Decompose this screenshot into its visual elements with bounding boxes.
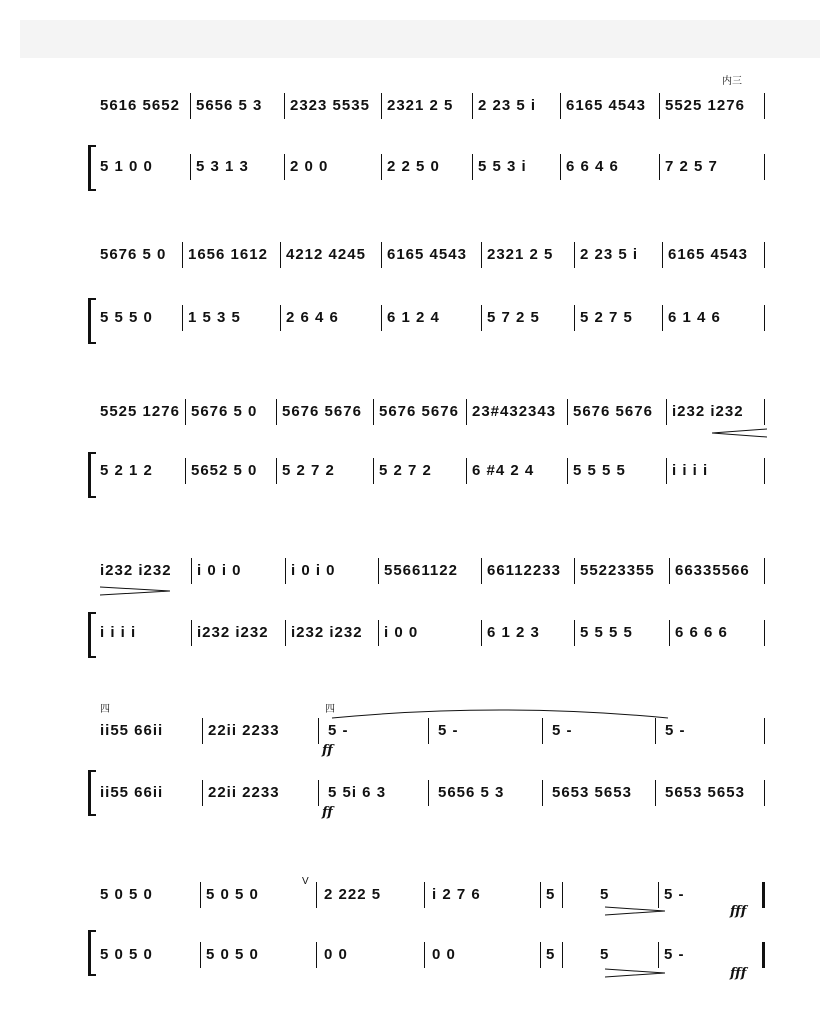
barline — [764, 399, 765, 425]
measure: 22ii 2233 — [208, 784, 280, 801]
measure: 5676 5676 — [573, 403, 653, 420]
barline — [202, 718, 203, 744]
measure: 5 - — [664, 946, 685, 963]
lower-staff — [100, 456, 770, 486]
measure: 5 0 5 0 — [206, 946, 259, 963]
measure: 5 — [546, 946, 556, 963]
measure: 55661122 — [384, 562, 458, 579]
barline — [658, 942, 659, 968]
barline — [560, 154, 561, 180]
decrescendo-hairpin — [605, 968, 665, 978]
measure: 0 0 — [432, 946, 456, 963]
barline — [190, 154, 191, 180]
barline — [318, 780, 319, 806]
measure: i232 i232 — [197, 624, 269, 641]
measure: 5 5 3 i — [478, 158, 527, 175]
barline — [185, 399, 186, 425]
barline — [655, 718, 656, 744]
barline — [666, 458, 667, 484]
measure: 7 2 5 7 — [665, 158, 718, 175]
measure: 2323 5535 — [290, 97, 370, 114]
measure: i 0 i 0 — [291, 562, 336, 579]
barline — [666, 399, 667, 425]
measure: i i i i — [100, 624, 137, 641]
barline — [655, 780, 656, 806]
measure: 2 23 5 i — [580, 246, 639, 263]
barline — [567, 458, 568, 484]
measure: 6 1 2 4 — [387, 309, 440, 326]
measure: 5 - — [438, 722, 459, 739]
barline — [381, 93, 382, 119]
measure: 1656 1612 — [188, 246, 268, 263]
barline — [481, 620, 482, 646]
section-mark: 四 — [325, 704, 335, 715]
measure: 2321 2 5 — [387, 97, 454, 114]
barline — [574, 620, 575, 646]
section-mark: 四 — [100, 704, 110, 715]
measure: 5525 1276 — [665, 97, 745, 114]
upper-staff — [100, 716, 770, 746]
barline — [567, 399, 568, 425]
barline — [428, 780, 429, 806]
measure: 2 2 5 0 — [387, 158, 440, 175]
measure: 5 5i 6 3 — [328, 784, 387, 801]
system-brace — [88, 452, 96, 498]
barline — [659, 93, 660, 119]
barline — [764, 242, 765, 268]
barline — [428, 718, 429, 744]
barline — [764, 93, 765, 119]
measure: 66112233 — [487, 562, 561, 579]
barline — [560, 93, 561, 119]
barline — [562, 882, 563, 908]
lower-staff — [100, 778, 770, 808]
measure: 5656 5 3 — [438, 784, 505, 801]
decrescendo-hairpin — [100, 586, 170, 596]
breath-mark: V — [302, 876, 309, 887]
measure: 5 - — [328, 722, 349, 739]
barline — [472, 154, 473, 180]
barline — [185, 458, 186, 484]
barline — [764, 154, 765, 180]
barline — [285, 558, 286, 584]
measure: 6 1 4 6 — [668, 309, 721, 326]
measure: 5 0 5 0 — [100, 886, 153, 903]
measure: 5656 5 3 — [196, 97, 263, 114]
barline — [481, 558, 482, 584]
measure: 6 6 4 6 — [566, 158, 619, 175]
barline — [284, 93, 285, 119]
barline — [562, 942, 563, 968]
barline — [285, 620, 286, 646]
barline — [662, 305, 663, 331]
measure: 6165 4543 — [387, 246, 467, 263]
barline — [472, 93, 473, 119]
measure: 5 — [600, 886, 610, 903]
measure: 5 5 5 0 — [100, 309, 153, 326]
barline — [316, 882, 317, 908]
barline — [373, 458, 374, 484]
barline — [481, 242, 482, 268]
measure: 5 7 2 5 — [487, 309, 540, 326]
barline — [764, 458, 765, 484]
measure: i i i i — [672, 462, 709, 479]
dynamic-marking: ff — [322, 805, 333, 820]
barline — [764, 305, 765, 331]
crescendo-hairpin — [712, 428, 767, 438]
measure: 5 2 7 5 — [580, 309, 633, 326]
upper-staff — [100, 876, 770, 910]
measure: 4212 4245 — [286, 246, 366, 263]
measure: 5676 5676 — [282, 403, 362, 420]
barline — [182, 305, 183, 331]
barline — [466, 458, 467, 484]
measure: 5 5 5 5 — [580, 624, 633, 641]
dynamic-marking: fff — [730, 966, 747, 981]
measure: 5 - — [665, 722, 686, 739]
measure: 1 5 3 5 — [188, 309, 241, 326]
measure: 5525 1276 — [100, 403, 180, 420]
barline — [191, 558, 192, 584]
barline — [658, 882, 659, 908]
measure: i232 i232 — [291, 624, 363, 641]
barline — [284, 154, 285, 180]
dynamic-marking: ff — [322, 743, 333, 758]
barline — [764, 558, 765, 584]
barline — [574, 558, 575, 584]
measure: 5 5 5 5 — [573, 462, 626, 479]
barline — [381, 154, 382, 180]
barline — [764, 718, 765, 744]
upper-staff — [100, 397, 770, 427]
barline — [481, 305, 482, 331]
barline — [424, 942, 425, 968]
measure: 5 2 7 2 — [379, 462, 432, 479]
upper-staff — [100, 556, 770, 586]
barline — [466, 399, 467, 425]
measure: 5 1 0 0 — [100, 158, 153, 175]
measure: 23#432343 — [472, 403, 557, 420]
barline — [659, 154, 660, 180]
measure: 2 23 5 i — [478, 97, 537, 114]
measure: 5676 5 0 — [191, 403, 258, 420]
measure: 5 0 5 0 — [100, 946, 153, 963]
system-brace — [88, 930, 96, 976]
measure: i232 i232 — [100, 562, 172, 579]
upper-staff — [100, 240, 770, 270]
measure: 5 — [546, 886, 556, 903]
measure: 55223355 — [580, 562, 655, 579]
measure: 6 6 6 6 — [675, 624, 728, 641]
barline — [202, 780, 203, 806]
measure: 6 #4 2 4 — [472, 462, 535, 479]
barline — [373, 399, 374, 425]
lower-staff — [100, 303, 770, 333]
barline — [378, 620, 379, 646]
barline — [182, 242, 183, 268]
measure: 5676 5676 — [379, 403, 459, 420]
measure: 66335566 — [675, 562, 750, 579]
barline — [662, 242, 663, 268]
measure: 6165 4543 — [668, 246, 748, 263]
barline — [542, 718, 543, 744]
decrescendo-hairpin — [605, 906, 665, 916]
measure: 5653 5653 — [552, 784, 632, 801]
dynamic-marking: fff — [730, 904, 747, 919]
barline — [280, 305, 281, 331]
lower-staff — [100, 152, 770, 182]
barline — [424, 882, 425, 908]
barline — [276, 399, 277, 425]
system-brace — [88, 770, 96, 816]
measure: 2 222 5 — [324, 886, 382, 903]
barline — [191, 620, 192, 646]
measure: 2321 2 5 — [487, 246, 554, 263]
barline — [381, 242, 382, 268]
barline — [574, 242, 575, 268]
measure: 5 - — [552, 722, 573, 739]
measure: 6165 4543 — [566, 97, 646, 114]
scan-header-band — [20, 20, 820, 58]
barline — [318, 718, 319, 744]
measure: 5616 5652 — [100, 97, 180, 114]
upper-staff — [100, 91, 770, 121]
barline — [276, 458, 277, 484]
barline — [540, 942, 541, 968]
measure: 5 2 7 2 — [282, 462, 335, 479]
measure: 5 - — [664, 886, 685, 903]
measure: i232 i232 — [672, 403, 744, 420]
system-brace — [88, 612, 96, 658]
measure: i 2 7 6 — [432, 886, 481, 903]
barline — [280, 242, 281, 268]
barline — [378, 558, 379, 584]
measure: 5652 5 0 — [191, 462, 258, 479]
barline — [669, 558, 670, 584]
barline — [200, 942, 201, 968]
performance-mark: 内三 — [722, 76, 742, 87]
barline — [190, 93, 191, 119]
barline — [669, 620, 670, 646]
barline — [764, 620, 765, 646]
measure: 6 1 2 3 — [487, 624, 540, 641]
measure: ii55 66ii — [100, 784, 164, 801]
measure: 5676 5 0 — [100, 246, 167, 263]
barline — [381, 305, 382, 331]
measure: i 0 0 — [384, 624, 419, 641]
measure: 5653 5653 — [665, 784, 745, 801]
barline — [316, 942, 317, 968]
barline — [200, 882, 201, 908]
lower-staff — [100, 618, 770, 648]
measure: 5 0 5 0 — [206, 886, 259, 903]
system-brace — [88, 298, 96, 344]
barline — [764, 780, 765, 806]
measure: 2 0 0 — [290, 158, 329, 175]
barline — [540, 882, 541, 908]
final-barline — [762, 882, 765, 908]
measure: 5 3 1 3 — [196, 158, 249, 175]
measure: 2 6 4 6 — [286, 309, 339, 326]
system-brace — [88, 145, 96, 191]
lower-staff — [100, 940, 770, 970]
final-barline — [762, 942, 765, 968]
barline — [574, 305, 575, 331]
measure: 22ii 2233 — [208, 722, 280, 739]
barline — [542, 780, 543, 806]
measure: 5 — [600, 946, 610, 963]
measure: 5 2 1 2 — [100, 462, 153, 479]
measure: ii55 66ii — [100, 722, 164, 739]
measure: i 0 i 0 — [197, 562, 242, 579]
measure: 0 0 — [324, 946, 348, 963]
